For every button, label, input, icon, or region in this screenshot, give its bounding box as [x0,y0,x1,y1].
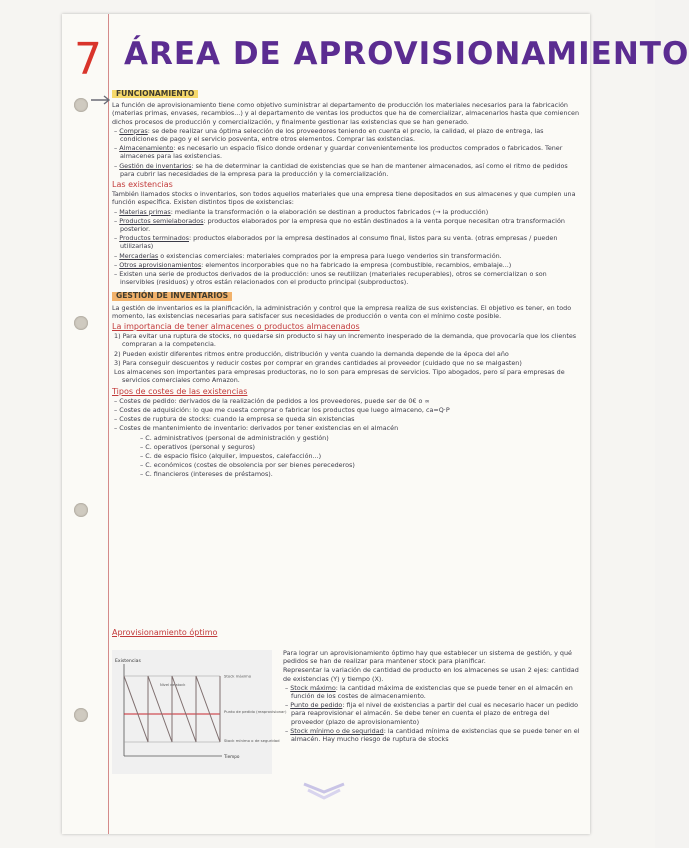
mantenimiento-item: – C. económicos (costes de obsolencia por ser bienes perecederos) [140,461,355,470]
existencias-intro: También llamados stocks o inventarios, son todos aquellos materiales que una empresa tiene depositados en sus almacenes y que cumplen una función específica. Existen distintos tipos de existencias: [112,190,576,207]
optimo-item: – Stock máximo: la cantidad máxima de existencias que se puede tener en el almacén en función de los costes de almacenamiento. [285,683,573,701]
stock-chart [112,650,287,774]
existencias-item: – Productos terminados: productos elaborados por la empresa destinados al consumo final, listos para su venta. (otras empresas / pueden utilizarlas) [114,234,558,251]
existencias-text: : elementos incorporables que no ha fabricado la empresa (combustible, recambios, embalaje...) [201,260,512,269]
existencias-text: : productos elaborados por la empresa destinados al consumo final, listos para su venta. (otras empresas / pueden utilizarlas) [120,234,558,251]
x-axis-label: Tiempo [224,754,240,759]
optimo-intro: Para lograr un aprovisionamiento óptimo hay que establecer un sistema de gestión, y qué pedidos se han de realizar para mantener stock para planificar. [283,649,572,666]
stock-chart-svg [112,650,287,774]
y-axis-label: Existencias [115,659,141,664]
page-title: ÁREA DE APROVISIONAMIENTO [124,36,689,72]
margin-line [108,14,109,834]
funcionamiento-item: – Almacenamiento: es necesario un espacio físico donde ordenar y guardar convenientemente los productos comprados o fabricados. Tener almacenes para las existencias. [114,144,563,161]
notes-content [112,88,582,480]
costes-list [112,397,582,433]
importancia-list [112,332,582,384]
subheading-existencias: Las existencias [112,180,173,190]
mantenimiento-list [112,434,582,479]
costes-item: – Costes de mantenimiento de inventario: derivados por tener existencias en el almacén [114,424,399,433]
brand-watermark-icon [300,778,348,802]
importancia-item: 1) Para evitar una ruptura de stocks, no quedarse sin producto si hay un incremento inesperado de la demanda, que provocaría que los clientes compraran a la competencia. [114,332,577,349]
existencias-item: – Mercaderías o existencias comerciales: materiales comprados por la empresa para luego venderlos sin transformación. [114,251,502,260]
optimo-text [283,648,583,744]
max-stock-label: Stock máximo [224,673,252,679]
punch-hole [74,708,88,722]
funcionamiento-intro: La función de aprovisionamiento tiene como objetivo suministrar al departamento de producción los materiales necesarios para la fabricación (materias primas, envases, recambios...) y al departamento de ventas los productos que ha de comercializar, almacenarlos hasta que comiencen dichos procesos de producción y comercialización, y finalmente gestionar las existencias que se han generado. [112,101,580,126]
funcionamiento-term: Almacenamiento [119,144,174,153]
subheading-importancia: La importancia de tener almacenes o productos almacenados [112,322,360,332]
optimo-term: Stock mínimo o de seguridad [290,726,384,735]
subheading-optimo: Aprovisionamiento óptimo [112,628,218,637]
optimo-list [283,684,583,743]
importancia-item: Los almacenes son importantes para empresas productoras, no lo son para empresas de servicios. Tipo abogados, pero sí para empresas de servicios comerciales como Amazon. [114,368,565,385]
mantenimiento-item: – C. de espacio físico (alquiler, impuestos, calefacción...) [140,451,322,460]
existencias-item: – Productos semielaborados: productos elaborados por la empresa que no están destinados a la venta porque necesitan otra transformación posterior. [114,216,565,234]
chapter-number: 7 [74,34,102,85]
mantenimiento-item: – C. administrativos (personal de administración y gestión) [140,433,329,442]
section-heading-gestion: GESTIÓN DE INVENTARIOS [112,292,232,300]
funcionamiento-item: – Gestión de inventarios: se ha de determinar la cantidad de existencias que se han de mantener almacenados, así como el ritmo de pedidos para cubrir las necesidades de la empresa para la producción y la comercialización. [114,161,568,178]
existencias-text: o existencias comerciales: materiales comprados por la empresa para luego venderlos sin transformación. [158,251,502,260]
existencias-list [112,208,582,287]
funcionamiento-text: : se debe realizar una óptima selección de los proveedores teniendo en cuenta el precio, la calidad, el plazo de entrega, las condiciones de pago y el servicio posventa, entre otros elementos. Comprar las existencias. [120,126,544,144]
optimo-term: Punto de pedido [290,701,343,710]
safety-stock-label: Stock mínimo o de seguridad [224,738,280,743]
subheading-costes: Tipos de costes de las existencias [112,386,248,396]
optimo-text: : la cantidad máxima de existencias que se puede tener en el almacén en función de los costes de almacenamiento. [291,683,573,701]
existencias-item: – Otros aprovisionamientos: elementos incorporables que no ha fabricado la empresa (combustible, recambios, embalaje...) [114,260,512,269]
punch-hole [74,98,88,112]
stock-level-label: Nivel de stock [160,683,186,687]
funcionamiento-term: Compras [119,126,148,135]
funcionamiento-text: : se ha de determinar la cantidad de existencias que se han de mantener almacenados, así como el ritmo de pedidos para cubrir las necesidades de la empresa para la producción y la comercialización. [120,161,568,178]
costes-item: – Costes de ruptura de stocks: cuando la empresa se queda sin existencias [114,415,355,424]
importancia-item: 3) Para conseguir descuentos y reducir costes por comprar en grandes cantidades al proveedor (cuidado que no se malgasten) [114,358,522,367]
optimo-text: : la cantidad mínima de existencias que se puede tener en el almacén. Hay mucho riesgo de ruptura de stocks [291,726,580,744]
section-heading-funcionamiento: FUNCIONAMIENTO [112,90,198,98]
optimo-item: – Stock mínimo o de seguridad: la cantidad mínima de existencias que se puede tener en el almacén. Hay mucho riesgo de ruptura de stocks [285,726,580,744]
optimo-section [112,628,582,637]
existencias-text: : productos elaborados por la empresa que no están destinados a la venta porque necesitan otra transformación posterior. [120,216,565,234]
reorder-point-label: Punto de pedido (reaprovisionar) [224,709,287,714]
funcionamiento-term: Gestión de inventarios [119,161,192,170]
existencias-term: Materias primas [119,207,171,216]
importancia-item: 2) Pueden existir diferentes ritmos entre producción, distribución y venta cuando la demanda depende de la época del año [114,349,509,358]
punch-hole [74,503,88,517]
arrow-right-icon [90,95,112,105]
existencias-text: Existen una serie de productos derivados de la producción: unos se reutilizan (materiales recuperables), otros se comercializan o son inservibles (residuos) y otros están relacionados con el producto principal (subproductos). [119,270,547,287]
costes-item: – Costes de pedido: derivados de la realización de pedidos a los proveedores, puede ser de 0€ o ∞ [114,396,430,405]
optimo-text: : fija el nivel de existencias a partir del cual es necesario hacer un pedido para reaprovisionar el almacén. Se debe tener en cuenta el plazo de entrega del proveedor (plazo de aprovisionamiento) [291,701,579,726]
costes-item: – Costes de adquisición: lo que me cuesta comprar o fabricar los productos que luego almaceno, ca=Q·P [114,405,450,414]
existencias-term: Mercaderías [119,251,159,260]
gestion-intro: La gestión de inventarios es la planificación, la administración y control que la empresa realiza de sus existencias. El objetivo es tener, en todo momento, las existencias necesarias para satisfacer sus necesidades de producción o venta con el mínimo coste posible. [112,303,572,320]
funcionamiento-text: : es necesario un espacio físico donde ordenar y guardar convenientemente los productos comprados o fabricados. Tener almacenes para las existencias. [120,144,563,161]
funcionamiento-list [112,127,582,178]
existencias-term: Otros aprovisionamientos [119,260,202,269]
optimo-represent: Representar la variación de cantidad de producto en los almacenes se usan 2 ejes: cantidad de existencias (Y) y tiempo (X). [283,666,579,683]
punch-hole [74,316,88,330]
funcionamiento-item: – Compras: se debe realizar una óptima selección de los proveedores teniendo en cuenta el precio, la calidad, el plazo de entrega, las condiciones de pago y el servicio posventa, entre otros elementos. Comprar las existencias. [114,126,544,144]
existencias-item: – Materias primas: mediante la transformación o la elaboración se destinan a productos fabricados (→ la producción) [114,207,489,216]
existencias-item: – Existen una serie de productos derivados de la producción: unos se reutilizan (materiales recuperables), otros se comercializan o son inservibles (residuos) y otros están relacionados con el producto principal (subproductos). [114,270,547,287]
mantenimiento-item: – C. financieros (intereses de préstamos). [140,470,273,479]
existencias-term: Productos semielaborados [119,216,204,225]
existencias-term: Productos terminados [119,234,189,243]
optimo-term: Stock máximo [290,683,336,692]
existencias-text: : mediante la transformación o la elaboración se destinan a productos fabricados (→ la producción) [170,207,489,216]
optimo-item: – Punto de pedido: fija el nivel de existencias a partir del cual es necesario hacer un pedido para reaprovisionar el almacén. Se debe tener en cuenta el plazo de entrega del proveedor (plazo de aprovisionamiento) [285,701,579,726]
mantenimiento-item: – C. operativos (personal y seguros) [140,442,256,451]
